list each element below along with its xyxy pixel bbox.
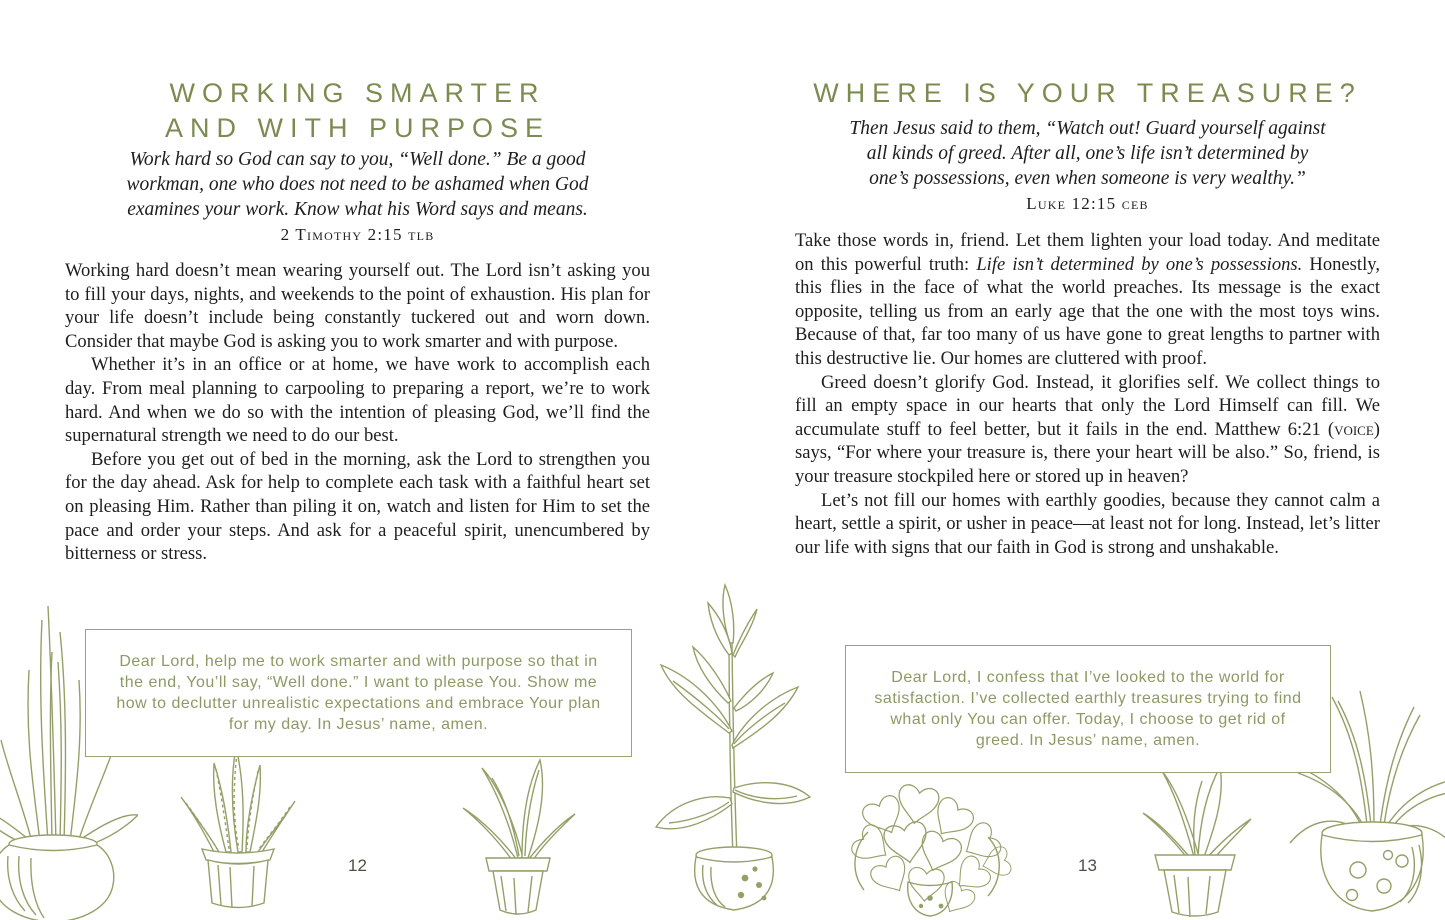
- left-title-line1: WORKING SMARTER: [169, 78, 546, 109]
- right-body-text: [795, 229, 1380, 559]
- left-epigraph: [65, 147, 650, 222]
- left-prayer-text: Dear Lord, help me to work smarter and with purpose so that in the end, You’ll say, “Well done.” I want to please You. Show me how to declutter unrealistic expectations and embrace Your plan for my day. In Jesus’ name, amen.: [116, 653, 601, 733]
- right-prayer-text: Dear Lord, I confess that I’ve looked to the world for satisfaction. I’ve collected earthly treasures trying to find what only You can offer. Today, I choose to get rid of greed. In Jesus’ name, amen.: [874, 669, 1302, 749]
- left-title-line2: AND WITH PURPOSE: [164, 113, 551, 144]
- text-segment: ) says, “For where your treasure is, there your heart will be also.” So, friend, is your treasure stockpiled here or stored up in heaven?: [795, 418, 1380, 487]
- peace-lily-plant-illustration: [448, 748, 588, 920]
- epigraph-line: all kinds of greed. After all, one’s life isn’t determined by: [866, 143, 1309, 164]
- left-page-title: [65, 76, 650, 146]
- snake-plant-illustration: [168, 737, 308, 920]
- epigraph-line: Work hard so God can say to you, “Well done.” Be a good: [129, 149, 586, 170]
- smallcaps-text-segment: voice: [1334, 418, 1374, 440]
- paragraph: Before you get out of bed in the morning, ask the Lord to strengthen you for the day ahead. Ask for help to complete each task with a faithful heart set on pleasing Him. Rather than piling it on, watch and listen for Him to set the pace and order your steps. And ask for a peaceful spirit, unencumbered by bitterness or stress.: [65, 448, 650, 565]
- pothos-plant-illustration: [838, 782, 1018, 920]
- right-page-title: WHERE IS YOUR TREASURE?: [813, 78, 1362, 109]
- right-page-number: 13: [1078, 856, 1097, 875]
- paragraph: Working hard doesn’t mean wearing yourself out. The Lord isn’t asking you to fill your days, nights, and weekends to the point of exhaustion. His plan for your life doesn’t include being constantly tuckered out and worn down. Consider that maybe God is asking you to work smarter and with purpose.: [65, 260, 650, 352]
- right-prayer-box: [845, 645, 1331, 773]
- text-segment: Take those words in, friend. Let them lighten your load today. And meditate on this powerful truth:: [795, 230, 1380, 275]
- paragraph: Whether it’s in an office or at home, we have work to accomplish each day. From meal planning to carpooling to preparing a report, we’re to work hard. And when we do so with the intention of pleasing God, we’ll find the supernatural strength we need to do our best.: [65, 354, 650, 447]
- right-epigraph: [795, 116, 1380, 191]
- italic-text-segment: Life isn’t determined by one’s possessions.: [976, 253, 1303, 275]
- left-body-text: [65, 259, 650, 566]
- paragraph: Let’s not fill our homes with earthly goodies, because they cannot calm a heart, settle a spirit, or usher in peace—at least not for long. Instead, let’s litter our life with signs that our faith in God is strong and unshakable.: [795, 489, 1380, 558]
- left-page-number: 12: [348, 856, 367, 875]
- epigraph-line: workman, one who does not need to be ashamed when God: [126, 174, 589, 195]
- left-scripture-reference: 2 Timothy 2:15 tlb: [280, 225, 435, 244]
- epigraph-line: one’s possessions, even when someone is very wealthy.”: [869, 168, 1306, 189]
- paragraph: [795, 371, 1380, 489]
- paragraph: [795, 229, 1380, 371]
- text-segment: Honestly, this flies in the face of what the world preaches. Its message is the exact opposite, telling us from an early age that the one with the most toys wins. Because of that, far too many of us have gone to great lengths to partner with this destructive lie. Our homes are cluttered with proof.: [795, 253, 1380, 369]
- right-scripture-reference: Luke 12:15 ceb: [1026, 194, 1149, 213]
- epigraph-line: examines your work. Know what his Word says and means.: [127, 199, 588, 220]
- left-prayer-box: [85, 629, 632, 757]
- text-segment: Greed doesn’t glorify God. Instead, it glorifies self. We collect things to fill an empty space in our hearts that only the Lord Himself can fill. We accumulate stuff to feel better, but it fails in the end. Matthew 6:21 (: [795, 371, 1380, 440]
- lily-plant-illustration: [1122, 757, 1267, 920]
- epigraph-line: Then Jesus said to them, “Watch out! Guard yourself against: [849, 118, 1326, 139]
